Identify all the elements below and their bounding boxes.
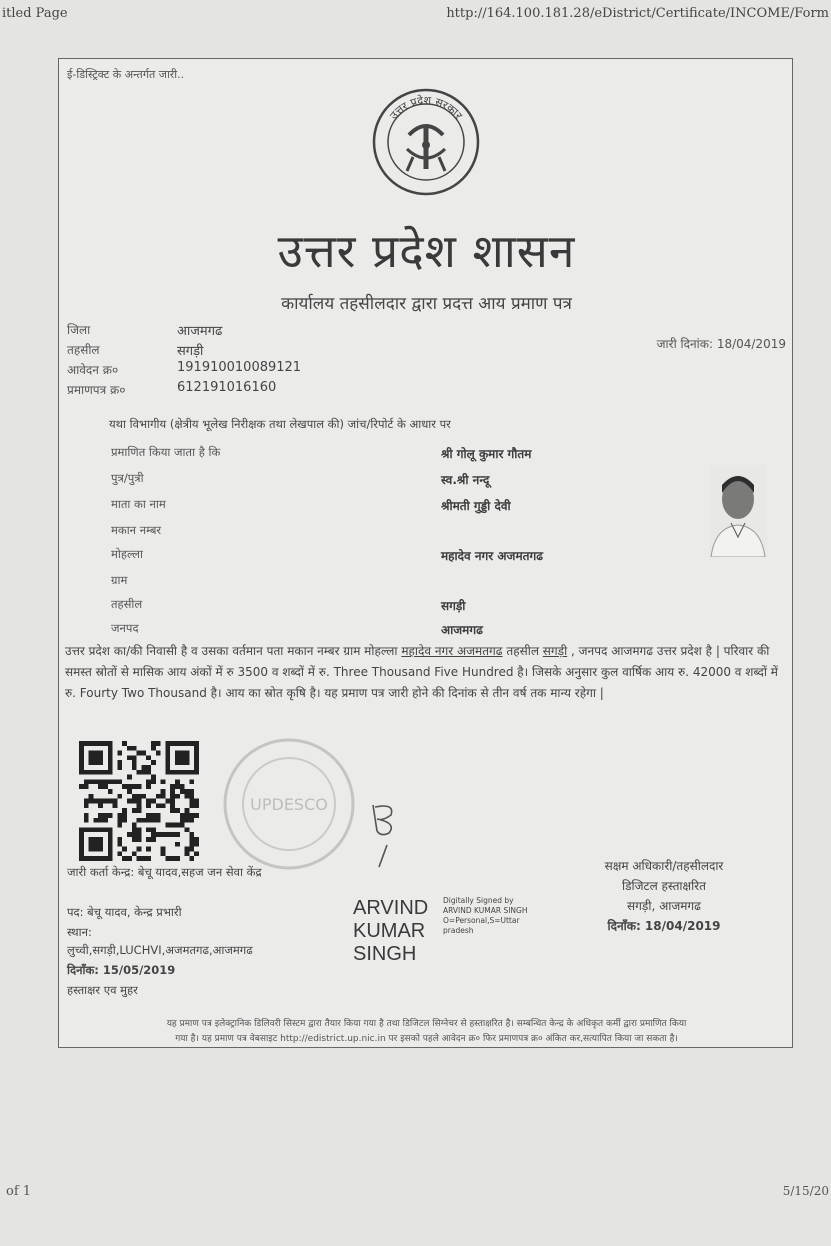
certificate-number-value: 612191016160 [177,380,277,395]
district-label: जिला [67,323,91,337]
detail-label-certified: प्रमाणित किया जाता है कि [111,445,221,459]
seal-text: UPDESCO [250,795,328,814]
issuer-signature-label: हस्ताक्षर एव मुहर [67,983,138,997]
certificate-number-label: प्रमाणपत्र क्र० [67,383,126,397]
issue-date: जारी दिनांक: 18/04/2019 [656,337,786,351]
detail-label-tehsil: तहसील [111,597,143,611]
dsig-line-3: O=Personal,S=Uttar [443,916,520,925]
authority-location: सगड़ी, आजमगढ [627,899,701,913]
issuer-place: लुच्वी,सगड़ी,LUCHVI,अजमतगढ,आजमगढ [67,943,253,957]
authority-title: सक्षम अधिकारी/तहसीलदार [604,859,724,873]
dsig-line-2: ARVIND KUMAR SINGH [443,906,528,915]
application-number-value: 191910010089121 [177,360,302,375]
handwritten-mark [367,801,407,871]
declaration-part-3: , जनपद आजमगढ उत्तर प्रदेश है | परिवार की समस्त स्रोतों से मासिक आय अंकों में रु 3500 व शब्दों में रु. Three Thousand Five Hundred है। जिसके अनुसार कुल वार्षिक आय रु. 42000 व शब्दों में रु. Fourty Two Thousand है। आय का स्रोत कृषि है। यह प्रमाण पत्र जारी होने की दिनांक से तीन वर्ष तक मान्य रहेगा | [65,644,778,700]
detail-label-son-daughter: पुत्र/पुत्री [111,471,144,485]
detail-value-district: आजमगढ [441,623,483,637]
income-certificate [58,58,793,1048]
digital-signature-details [443,896,527,936]
browser-url: http://164.100.181.28/eDistrict/Certificate/INCOME/Form [446,6,829,21]
disclaimer-line-1: यह प्रमाण पत्र इलेक्ट्रानिक डिलिवरी सिस्टम द्वारा तैयार किया गया है तथा डिजिटल सिग्नेचर से हस्ताक्षरित है। सम्बन्धित केन्द्र के अधिकृत कर्मी द्वारा प्रमाणित किया [166,1019,687,1029]
detail-value-father: स्व.श्री नन्दू [441,473,490,487]
detail-label-village: ग्राम [111,573,128,587]
income-declaration [65,641,789,704]
print-date: 5/15/20 [782,1184,829,1198]
issuer-date: दिनाँक: 15/05/2019 [67,963,176,977]
detail-value-tehsil: सगड़ी [441,599,466,613]
signer-last-name: SINGH [353,943,417,965]
emblem-text: उत्तर प्रदेश सरकार [387,93,465,122]
signer-first-name: ARVIND [353,897,429,919]
up-government-emblem [371,87,481,197]
detail-label-mother: माता का नाम [111,497,166,511]
verification-intro: यथा विभागीय (क्षेत्रीय भूलेख निरीक्षक तथा लेखपाल की) जांच/रिपोर्ट के आधार पर [109,417,451,431]
dsig-line-4: pradesh [443,926,474,935]
detail-value-locality: महादेव नगर अजमतगढ [441,549,543,563]
authority-digitally-signed: डिजिटल हस्ताक्षरित [622,879,706,893]
applicant-photo [709,465,767,557]
document-subtitle: कार्यालय तहसीलदार द्वारा प्रदत्त आय प्रमाण पत्र [281,294,572,314]
detail-label-district: जनपद [111,621,139,635]
verification-qr-code [79,741,199,861]
district-value: आजमगढ [177,324,223,339]
detail-label-house-number: मकान नम्बर [111,523,162,537]
declaration-part-1: उत्तर प्रदेश का/की निवासी है व उसका वर्तमान पता मकान नम्बर ग्राम मोहल्ला [65,644,402,658]
issuing-centre: जारी कर्ता केन्द्र: बेचू यादव,सहज जन सेवा केंद्र [67,865,262,879]
disclaimer [69,1017,784,1047]
declaration-part-2: तहसील [502,644,543,658]
application-number-label: आवेदन क्र० [67,363,119,377]
digital-signature-name [353,897,428,966]
authority-date: दिनाँक: 18/04/2019 [607,919,721,933]
tehsil-label: तहसील [67,343,100,357]
detail-value-name: श्री गोलू कुमार गौतम [441,447,532,461]
detail-value-mother: श्रीमती गुड्डी देवी [441,499,511,513]
issued-under-note: ई-डिस्ट्रिक्ट के अन्तर्गत जारी.. [67,68,185,81]
declaration-locality: महादेव नगर अजमतगढ [401,644,503,658]
document-title: उत्तर प्रदेश शासन [277,224,576,278]
disclaimer-line-2: गया है। यह प्रमाण पत्र वेबसाइट http://edistrict.up.nic.in पर इसको पहले आवेदन क्र० फिर प्रमाणपत्र क्र० अंकित कर,सत्यापित किया जा सकता है। [175,1034,678,1044]
issuer-place-label: स्थान: [67,925,92,939]
dsig-line-1: Digitally Signed by [443,896,514,905]
faint-official-seal [219,734,359,874]
signer-middle-name: KUMAR [353,920,426,942]
tehsil-value: सगड़ी [177,344,204,359]
declaration-tehsil: सगड़ी [542,644,568,658]
detail-label-locality: मोहल्ला [111,547,143,561]
issuer-designation: पद: बेचू यादव, केन्द्र प्रभारी [67,905,182,919]
browser-page-title: itled Page [2,6,68,21]
page-count: of 1 [6,1184,32,1199]
